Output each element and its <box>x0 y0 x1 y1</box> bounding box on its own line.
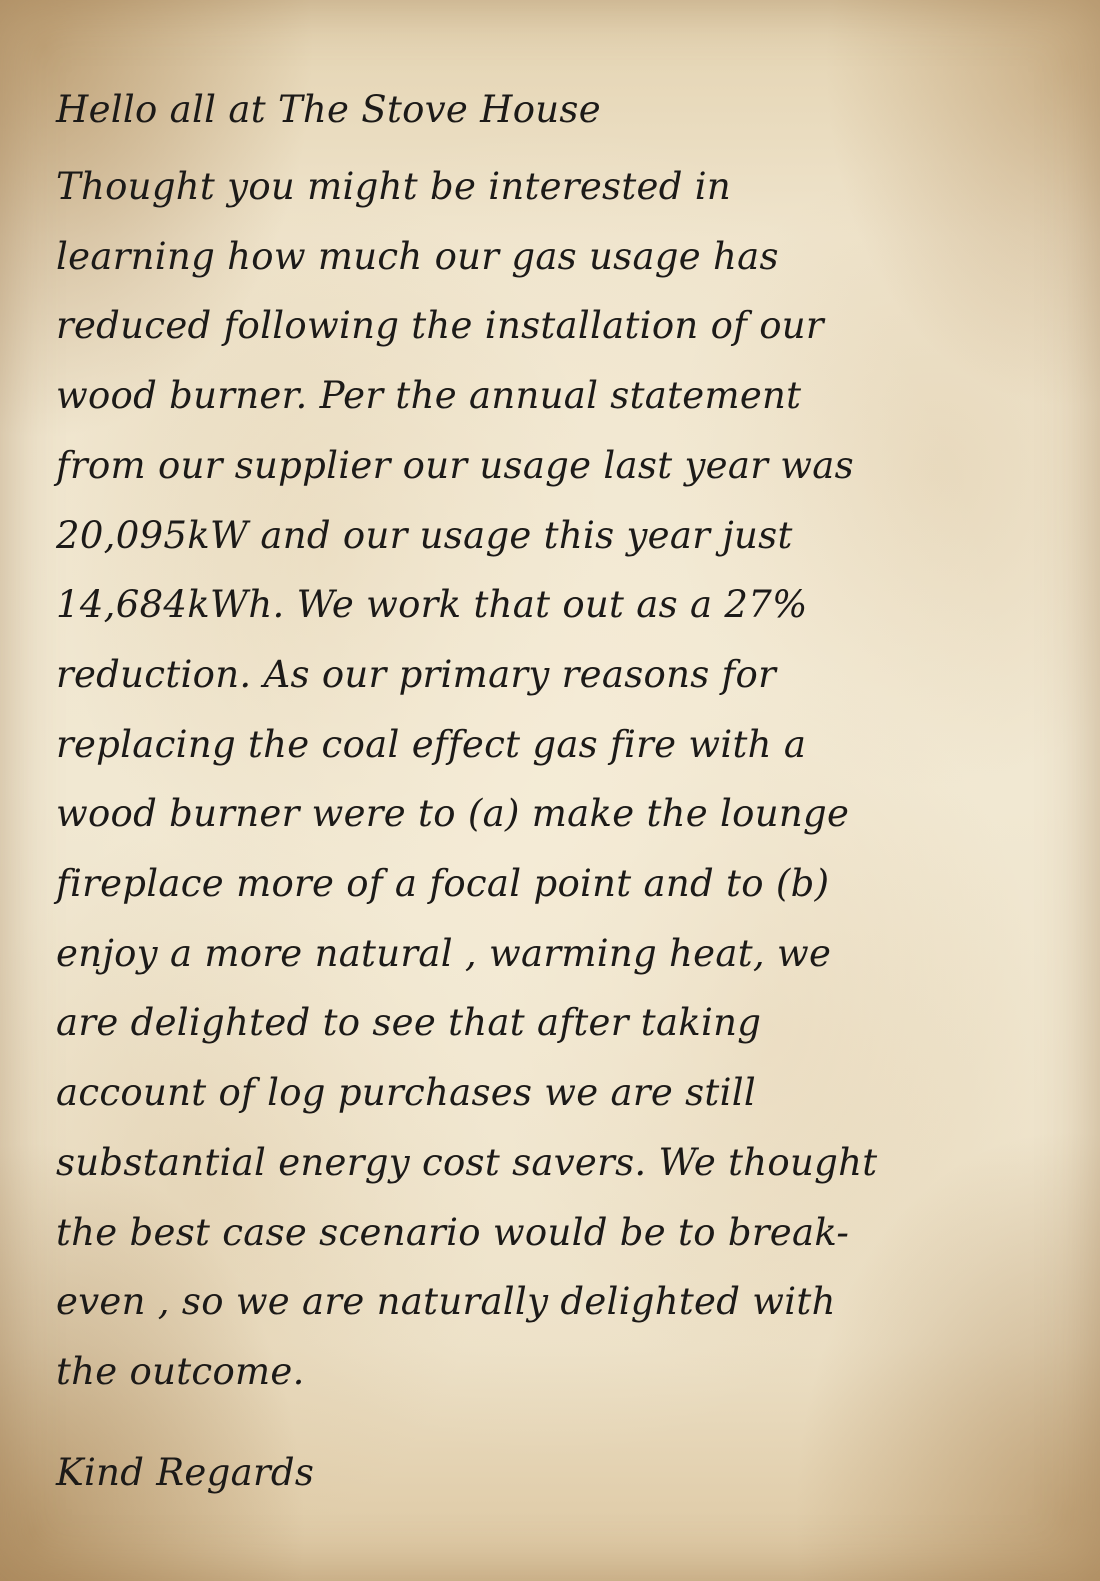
letter <box>56 78 1056 1505</box>
letter-line: wood burner. Per the annual statement <box>56 374 802 418</box>
letter-greeting: Hello all at The Stove House <box>56 88 601 131</box>
letter-line: from our supplier our usage last year was <box>56 443 854 487</box>
letter-line: substantial energy cost savers. We thought <box>56 1140 878 1184</box>
letter-closing: Kind Regards <box>56 1450 315 1494</box>
letter-line: enjoy a more natural , warming heat, we <box>56 931 832 975</box>
letter-line: 14,684kWh. We work that out as a 27% <box>56 583 808 627</box>
letter-line: wood burner were to (a) make the lounge <box>56 792 850 836</box>
letter-line: Thought you might be interested in <box>56 165 732 208</box>
letter-line: account of log purchases we are still <box>56 1071 756 1115</box>
letter-line: the outcome. <box>56 1349 305 1393</box>
letter-line: reduced following the installation of our <box>56 304 824 348</box>
letter-line: are delighted to see that after taking <box>56 1001 762 1045</box>
letter-line: replacing the coal effect gas fire with a <box>56 722 807 766</box>
letter-body <box>56 152 1056 1407</box>
letter-line: reduction. As our primary reasons for <box>56 652 777 696</box>
letter-line: the best case scenario would be to break- <box>56 1210 850 1254</box>
letter-line: learning how much our gas usage has <box>56 234 779 278</box>
letter-line: 20,095kW and our usage this year just <box>56 513 793 557</box>
letter-line: fireplace more of a focal point and to (b) <box>56 862 830 906</box>
letter-line: even , so we are naturally delighted with <box>56 1280 836 1324</box>
